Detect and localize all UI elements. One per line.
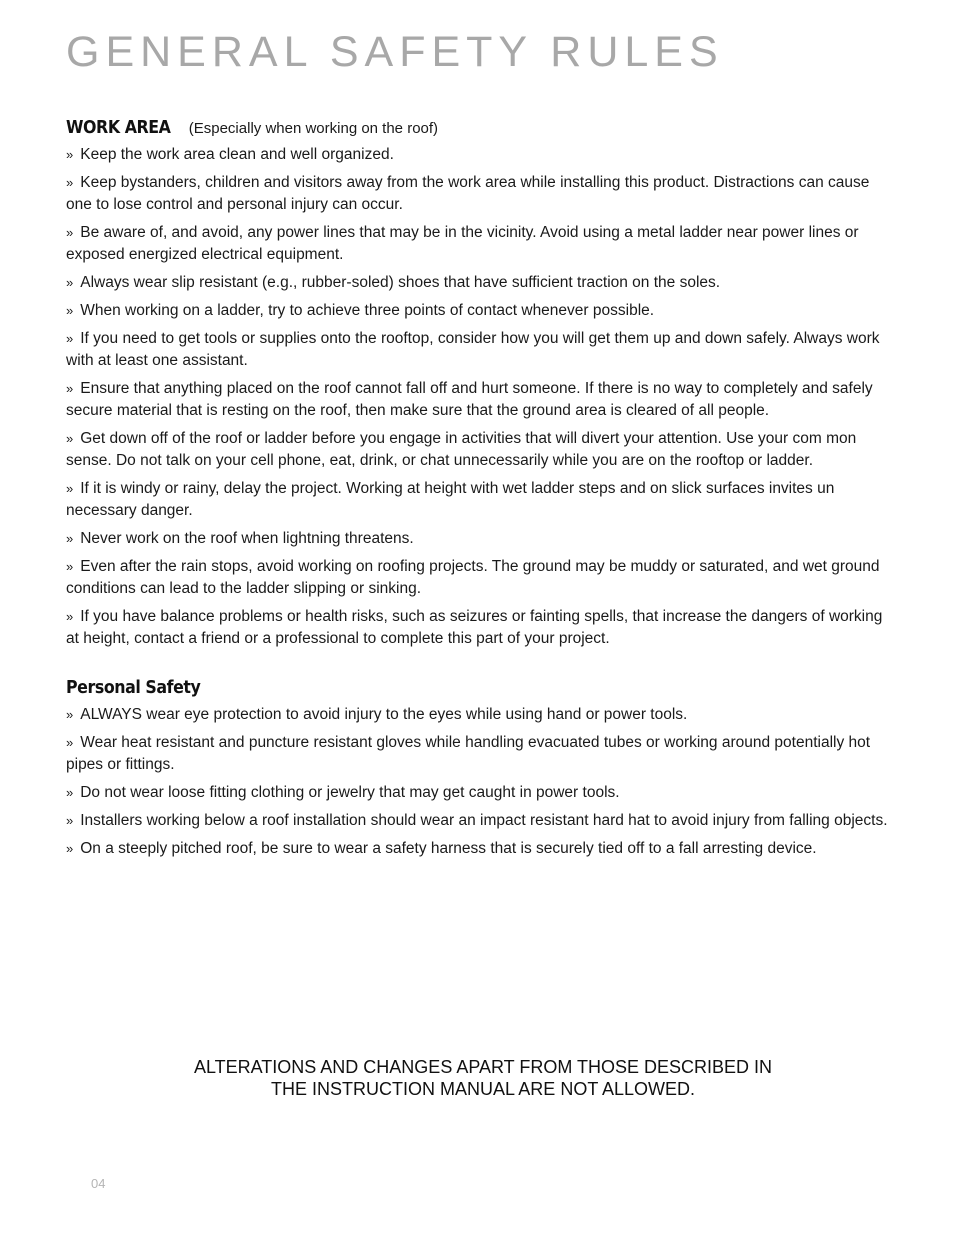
page-title: GENERAL SAFETY RULES	[66, 28, 724, 76]
list-item	[66, 810, 892, 832]
list-item-text: Do not wear loose fitting clothing or jewelry that may get caught in power tools.	[80, 784, 620, 801]
bullet-marker: »	[66, 175, 74, 190]
bullet-marker: »	[66, 735, 74, 750]
list-item-text: ALWAYS wear eye protection to avoid injury to the eyes while using hand or power tools.	[80, 706, 688, 723]
list-item-text: Keep the work area clean and well organized.	[80, 146, 394, 163]
list-item	[66, 272, 892, 294]
list-item	[66, 222, 892, 266]
personal-safety-heading: Personal Safety	[66, 677, 201, 698]
list-item-text: Even after the rain stops, avoid working on roofing projects. The ground may be muddy or saturated, and wet ground conditions can lead to the ladder slipping or sinking.	[66, 558, 880, 597]
list-item-text: Installers working below a roof installation should wear an impact resistant hard hat to avoid injury from falling objects.	[80, 812, 888, 829]
list-item	[66, 378, 892, 422]
personal-safety-section	[66, 677, 892, 866]
bullet-marker: »	[66, 841, 74, 856]
notice-line-2: THE INSTRUCTION MANUAL ARE NOT ALLOWED.	[270, 1079, 696, 1099]
notice-line-1: ALTERATIONS AND CHANGES APART FROM THOSE DESCRIBED IN	[193, 1057, 773, 1077]
bullet-marker: »	[66, 147, 74, 162]
bullet-marker: »	[66, 609, 74, 624]
list-item-text: On a steeply pitched roof, be sure to wear a safety harness that is securely tied off to a fall arresting device.	[80, 840, 817, 857]
list-item	[66, 172, 892, 216]
list-item-text: If you need to get tools or supplies onto the rooftop, consider how you will get them up and down safely. Always work with at least one assistant.	[66, 330, 880, 369]
list-item-text: If it is windy or rainy, delay the project. Working at height with wet ladder steps and on slick surfaces invites un necessary danger.	[66, 480, 835, 519]
bullet-marker: »	[66, 785, 74, 800]
list-item	[66, 328, 892, 372]
list-item	[66, 528, 892, 550]
list-item	[66, 478, 892, 522]
list-item-text: Ensure that anything placed on the roof cannot fall off and hurt someone. If there is no way to completely and safely secure material that is resting on the roof, then make sure that the ground area is cleared of all people.	[66, 380, 873, 419]
list-item-text: Always wear slip resistant (e.g., rubber-soled) shoes that have sufficient traction on the soles.	[80, 274, 721, 291]
bullet-marker: »	[66, 303, 74, 318]
list-item	[66, 732, 892, 776]
bullet-marker: »	[66, 431, 74, 446]
list-item-text: Get down off of the roof or ladder before you engage in activities that will divert your attention. Use your com mon sense. Do not talk on your cell phone, eat, drink, or chat unnecessarily while you are on the rooftop or ladder.	[66, 430, 857, 469]
bullet-marker: »	[66, 275, 74, 290]
list-item	[66, 300, 892, 322]
alterations-notice	[0, 1056, 954, 1100]
bullet-marker: »	[66, 225, 74, 240]
bullet-marker: »	[66, 813, 74, 828]
list-item	[66, 144, 892, 166]
bullet-marker: »	[66, 381, 74, 396]
bullet-marker: »	[66, 331, 74, 346]
list-item	[66, 556, 892, 600]
bullet-marker: »	[66, 481, 74, 496]
list-item-text: Wear heat resistant and puncture resistant gloves while handling evacuated tubes or working around potentially hot pipes or fittings.	[66, 734, 871, 773]
work-area-heading: WORK AREA	[66, 117, 171, 138]
list-item-text: Keep bystanders, children and visitors away from the work area while installing this product. Distractions can cause one to lose control and personal injury can occur.	[66, 174, 870, 213]
list-item	[66, 428, 892, 472]
bullet-marker: »	[66, 707, 74, 722]
work-area-section	[66, 117, 892, 656]
list-item-text: Never work on the roof when lightning threatens.	[80, 530, 414, 547]
list-item-text: When working on a ladder, try to achieve three points of contact whenever possible.	[80, 302, 655, 319]
list-item	[66, 782, 892, 804]
list-item-text: If you have balance problems or health risks, such as seizures or fainting spells, that increase the dangers of working at height, contact a friend or a professional to complete this part of your project.	[66, 608, 883, 647]
list-item-text: Be aware of, and avoid, any power lines that may be in the vicinity. Avoid using a metal ladder near power lines or exposed energized electrical equipment.	[66, 224, 859, 263]
page-number: 04	[91, 1176, 106, 1191]
personal-safety-list	[66, 704, 892, 860]
work-area-heading-row	[66, 117, 892, 138]
bullet-marker: »	[66, 559, 74, 574]
list-item	[66, 606, 892, 650]
bullet-marker: »	[66, 531, 74, 546]
personal-safety-heading-row	[66, 677, 892, 698]
work-area-list	[66, 144, 892, 650]
work-area-subheading: (Especially when working on the roof)	[188, 120, 439, 137]
list-item	[66, 838, 892, 860]
list-item	[66, 704, 892, 726]
